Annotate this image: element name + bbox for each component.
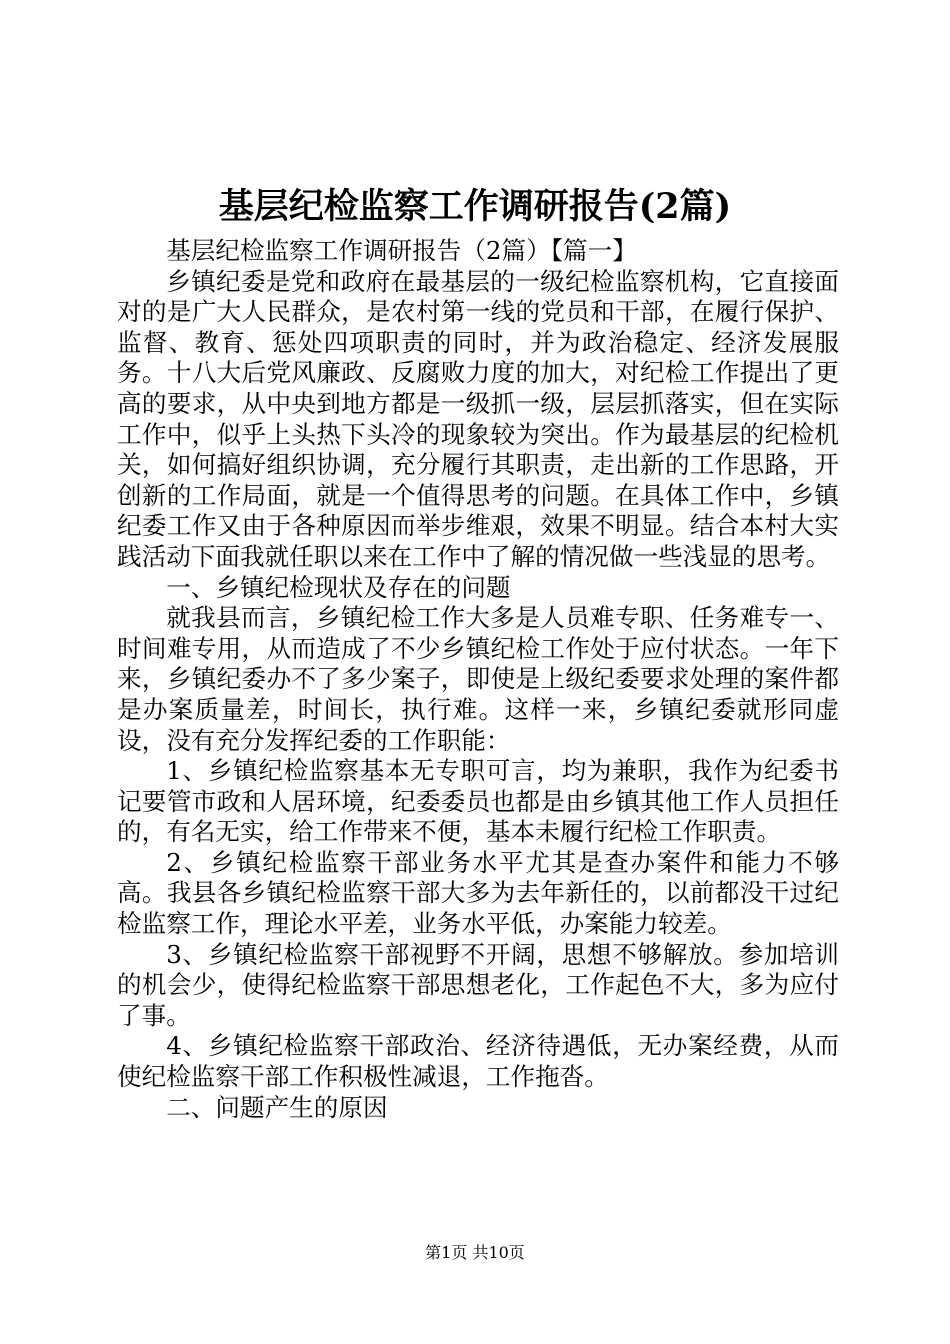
document-subtitle: 基层纪检监察工作调研报告（2篇）【篇一】 <box>166 236 637 265</box>
document-title: 基层纪检监察工作调研报告(2篇) <box>218 186 732 227</box>
list-item: 2、乡镇纪检监察干部业务水平尤其是查办案件和能力不够高。我县各乡镇纪检监察干部大多为去年新任的，以前都没干过纪检监察工作，理论水平差，业务水平低，办案能力较差。 <box>117 847 839 939</box>
list-item: 1、乡镇纪检监察基本无专职可言，均为兼职，我作为纪委书记要管市政和人居环境，纪委委员也都是由乡镇其他工作人员担任的，有名无实，给工作带来不便，基本未履行纪检工作职责。 <box>117 756 839 847</box>
paragraph: 就我县而言，乡镇纪检工作大多是人员难专职、任务难专一、时间难专用，从而造成了不少乡镇纪检工作处于应付状态。一年下来，乡镇纪委办不了多少案子，即使是上级纪委要求处理的案件都是办案质量差，时间长，执行难。这样一来，乡镇纪委就形同虚设，没有充分发挥纪委的工作职能： <box>117 603 839 755</box>
section-heading: 二、问题产生的原因 <box>166 1092 388 1122</box>
list-item: 4、乡镇纪检监察干部政治、经济待遇低，无办案经费，从而使纪检监察干部工作积极性减退，工作拖沓。 <box>117 1031 839 1092</box>
page-footer: 第1页 共10页 <box>425 1243 525 1262</box>
section-heading: 一、乡镇纪检现状及存在的问题 <box>166 572 511 602</box>
paragraph: 乡镇纪委是党和政府在最基层的一级纪检监察机构，它直接面对的是广大人民群众，是农村第一线的党员和干部，在履行保护、监督、教育、惩处四项职责的同时，并为政治稳定、经济发展服务。十八大后党风廉政、反腐败力度的加大，对纪检工作提出了更高的要求，从中央到地方都是一级抓一级，层层抓落实，但在实际工作中，似乎上头热下头冷的现象较为突出。作为最基层的纪检机关，如何搞好组织协调，充分履行其职责，走出新的工作思路，开创新的工作局面，就是一个值得思考的问题。在具体工作中，乡镇纪委工作又由于各种原因而举步维艰，效果不明显。结合本村大实践活动下面我就任职以来在工作中了解的情况做一些浅显的思考。 <box>117 266 839 571</box>
list-item: 3、乡镇纪检监察干部视野不开阔，思想不够解放。参加培训的机会少，使得纪检监察干部思想老化，工作起色不大，多为应付了事。 <box>117 939 839 1030</box>
document-body <box>117 236 839 1123</box>
